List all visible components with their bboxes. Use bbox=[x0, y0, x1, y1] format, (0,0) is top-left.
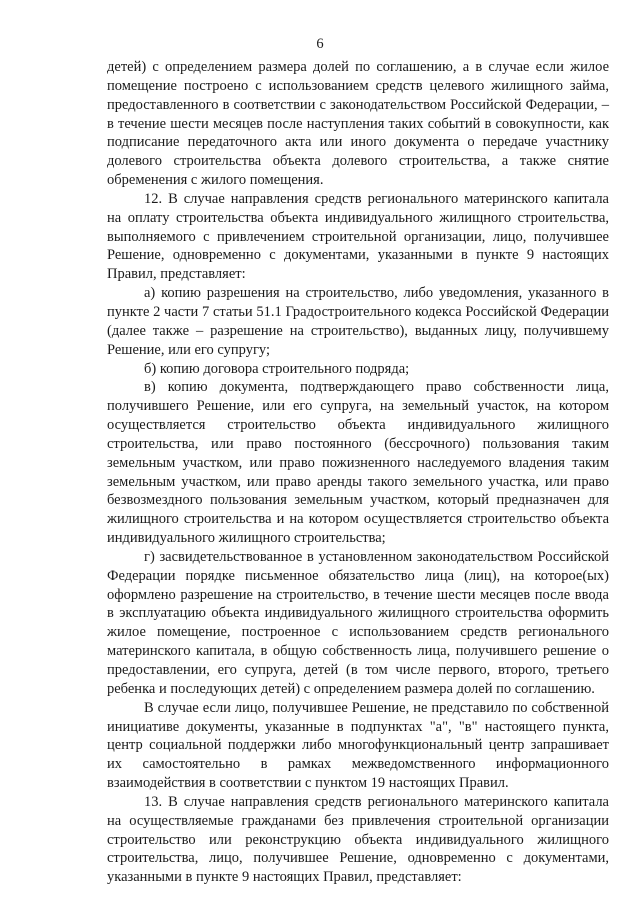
document-body bbox=[107, 58, 609, 887]
paragraph-interagency-request: В случае если лицо, получившее Решение, не представило по собственной инициативе документы, указанные в подпунктах "а", "в" настоящего пункта, центр социальной поддержки либо многофункциональный центр запрашивает их самостоятельно в рамках межведомственного информационного взаимодействия в соответствии с пунктом 19 настоящих Правил. bbox=[107, 699, 609, 792]
paragraph-subclause-g: г) засвидетельствованное в установленном законодательством Российской Федерации порядке письменное обязательство лица (лиц), на которое(ых) оформлено разрешение на строительство, в течение шести месяцев после ввода в эксплуатацию объекта индивидуального жилищного строительства оформить жилое помещение, построенное с использованием средств регионального материнского капитала, в общую собственность лица, получившего решение о предоставлении, его супруга, детей (в том числе первого, второго, третьего ребенка и последующих детей) с определением размера долей по соглашению. bbox=[107, 548, 609, 697]
page-number: 6 bbox=[316, 36, 324, 52]
paragraph-clause-12: 12. В случае направления средств регионального материнского капитала на оплату строительства объекта индивидуального жилищного строительства, выполняемого с привлечением строительной организации, лицо, получившее Решение, одновременно с документами, указанными в пункте 9 настоящих Правил, представляет: bbox=[107, 190, 609, 283]
paragraph-clause-13: 13. В случае направления средств регионального материнского капитала на осуществляемые гражданами без привлечения строительной организации строительство или реконструкцию объекта индивидуального жилищного строительства, лицо, получившее Решение, одновременно с документами, указанными в пункте 9 настоящих Правил, представляет: bbox=[107, 793, 609, 886]
paragraph-subclause-b: б) копию договора строительного подряда; bbox=[144, 360, 410, 377]
paragraph-subclause-a: а) копию разрешения на строительство, либо уведомления, указанного в пункте 2 части 7 статьи 51.1 Градостроительного кодекса Российской Федерации (далее также – разрешение на строительство), выданных лицу, получившему Решение, или его супругу; bbox=[107, 285, 609, 358]
paragraph-subclause-v: в) копию документа, подтверждающего право собственности лица, получившего Решение, или его супруга, на земельный участок, на котором осуществляется строительство объекта индивидуального жилищного строительства, или право постоянного (бессрочного) пользования таким земельным участком, или право пожизненного наследуемого владения таким земельным участком, или право аренды такого земельного участка, или право безвозмездного пользования земельным участком, который предназначен для жилищного строительства и на котором осуществляется строительство объекта индивидуального жилищного строительства; bbox=[107, 379, 609, 547]
paragraph-continuation: детей) с определением размера долей по соглашению, а в случае если жилое помещение построено с использованием средств целевого жилищного займа, предоставленного в соответствии с законодательством Российской Федерации, – в течение шести месяцев после наступления таких событий в совокупности, как подписание передаточного акта или иного документа о передаче участнику долевого строительства объекта долевого строительства, а также снятие обременения с жилого помещения. bbox=[107, 59, 609, 189]
